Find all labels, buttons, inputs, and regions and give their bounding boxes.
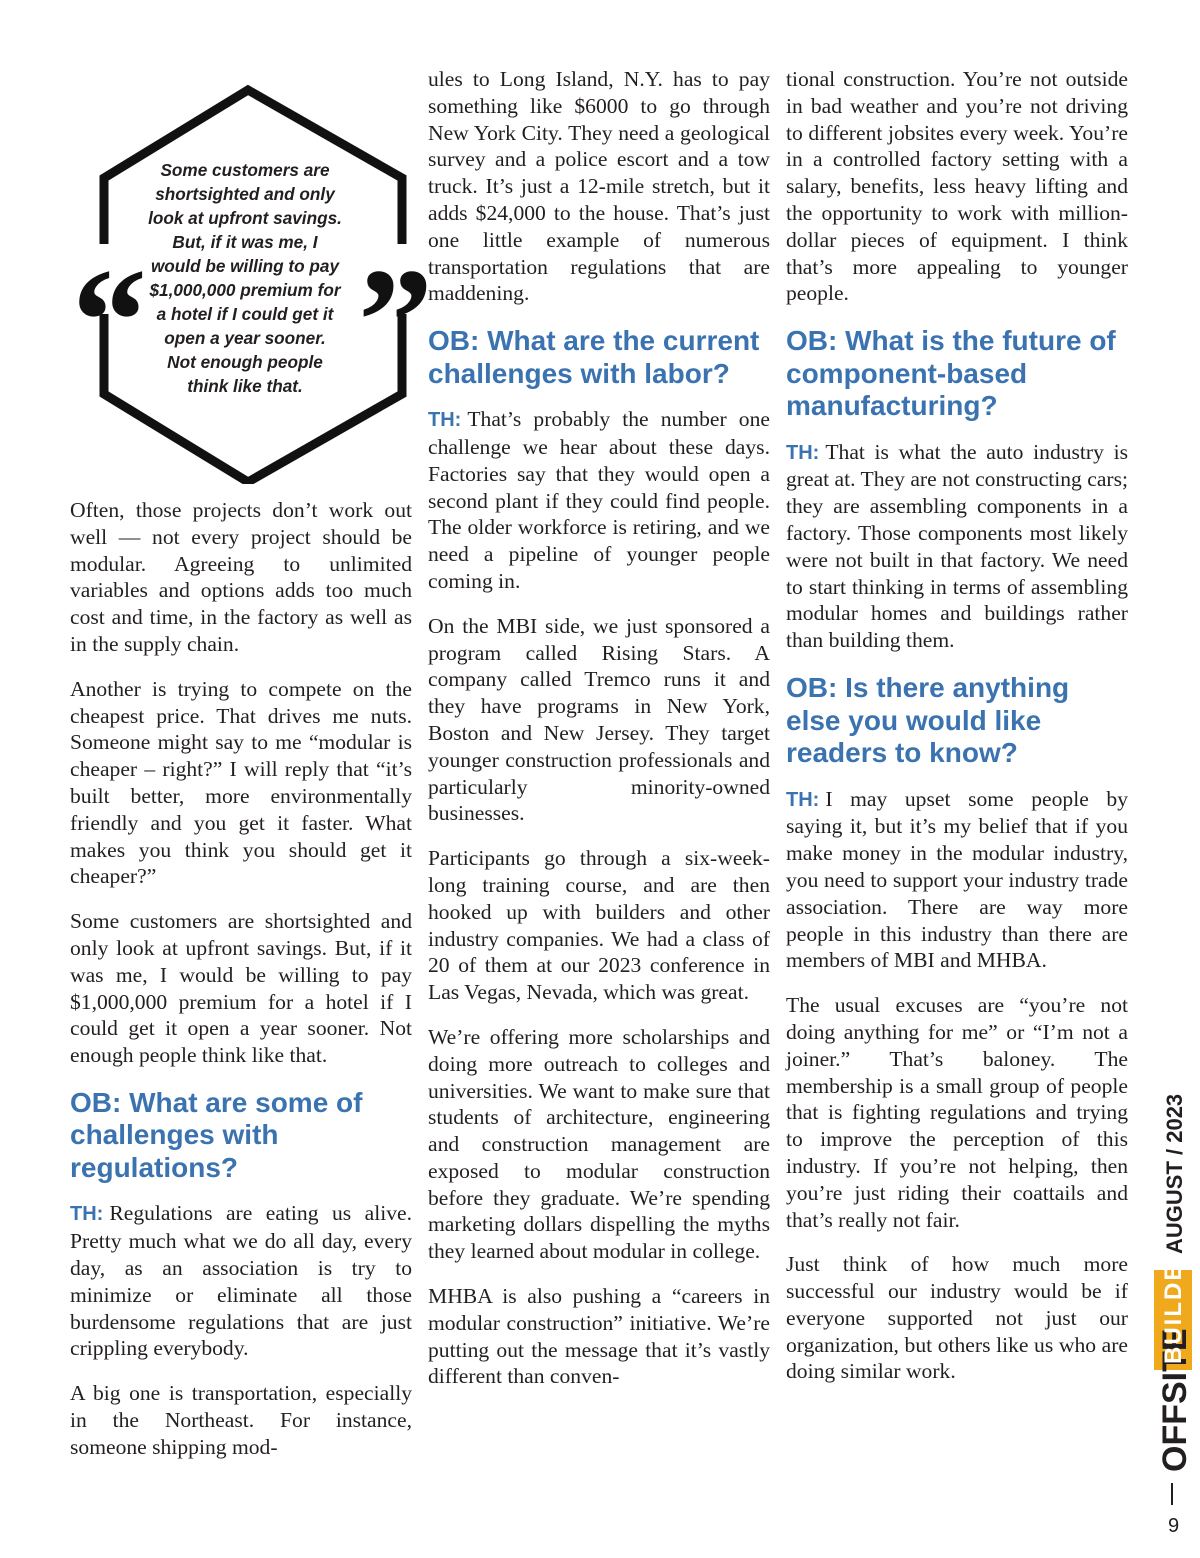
paragraph: Just think of how much more successful our industry would be if everyone supported not just our organization, but others like us who are doing similar work. — [786, 1252, 1128, 1384]
section-heading: OB: Is there anything else you would like readers to know? — [786, 672, 1070, 769]
column-2 — [428, 66, 770, 1408]
close-quote-icon: ” — [358, 238, 433, 404]
pull-quote-text: Some customers are shortsighted and only look at upfront savings. But, if it was me, I would be willing to pay $1,000,000 premium for a hotel if I could get it open a year sooner. Not enough people think like that. — [148, 160, 342, 396]
section-heading: OB: What is the future of component-based manufacturing? — [786, 325, 1116, 422]
open-quote-icon: “ — [72, 238, 147, 404]
paragraph — [786, 786, 1128, 975]
brand-builder: BUILDER — [1160, 1243, 1187, 1364]
paragraph — [786, 439, 1128, 654]
page-sidebar — [1150, 1060, 1200, 1558]
paragraph: tional construction. You’re not outside in bad weather and you’re not driving to different jobsites every week. You’re in a controlled factory setting with a salary, benefits, less heavy lifting and the opportunity to work with million-dollar pieces of equipment. I think that’s more appealing to younger people. — [786, 67, 1128, 306]
paragraph: A big one is transportation, especially in the Northeast. For instance, someone shipping mod- — [70, 1381, 412, 1459]
speaker-label: TH: — [786, 441, 820, 464]
page-number-rule — [1171, 1483, 1173, 1505]
speaker-label: TH: — [428, 409, 462, 432]
column-1 — [70, 497, 412, 1479]
paragraph-text: Regulations are eating us alive. Pretty much what we do all day, every day, as an association is try to minimize or eliminate all those burdensome regulations that are just crippling everybody. — [70, 1201, 412, 1361]
speaker-label: TH: — [70, 1203, 104, 1226]
paragraph — [428, 406, 770, 595]
brand-offsite: OFFSITE — [1156, 1328, 1194, 1472]
paragraph-text: That’s probably the number one challenge we hear about these days. Factories say that they would open a second plant if they could find people. The older workforce is retiring, and we need a pipeline of younger people coming in. — [428, 407, 770, 593]
paragraph: We’re offering more scholarships and doing more outreach to colleges and universities. We want to make sure that students of architecture, engineering and construction management are exposed to modular construction before they graduate. We’re spending marketing dollars dispelling the myths they learned about modular in college. — [428, 1024, 770, 1264]
paragraph: Some customers are shortsighted and only look at upfront savings. But, if it was me, I would be willing to pay $1,000,000 premium for a hotel if I could get it open a year sooner. Not enough people think like that. — [70, 909, 412, 1068]
issue-date: AUGUST / 2023 — [1162, 1093, 1187, 1254]
section-heading: OB: What are some of challenges with regulations? — [70, 1086, 363, 1183]
paragraph: MHBA is also pushing a “careers in modular construction” initiative. We’re putting out the message that it’s vastly different than conven- — [428, 1284, 770, 1389]
section-heading: OB: What are the current challenges with labor? — [428, 325, 760, 389]
page-number: 9 — [1168, 1515, 1180, 1537]
paragraph-text: That is what the auto industry is great at. They are not constructing cars; they are assembling components in a factory. Those components most likely were not built in that factory. We need to start thinking in terms of assembling modular homes and buildings rather than building them. — [786, 439, 1128, 653]
paragraph — [70, 1200, 412, 1362]
paragraph: Another is trying to compete on the cheapest price. That drives me nuts. Someone might say to me “modular is cheaper – right?” I will reply that “it’s built better, more environmentally friendly and you get it faster. What makes you think you should get it cheaper?” — [70, 676, 412, 889]
paragraph: ules to Long Island, N.Y. has to pay something like $6000 to go through New York City. They need a geological survey and a police escort and a tow truck. It’s just a 12-mile stretch, but it adds $24,000 to the house. That’s just one little example of numerous transportation regulations that are maddening. — [428, 67, 770, 306]
paragraph: The usual excuses are “you’re not doing anything for me” or “I’m not a joiner.” That’s baloney. The membership is a small group of people that is fighting regulations and trying to improve the perception of this industry. If you’re not helping, then you’re just riding their coattails and that’s really not fair. — [786, 993, 1128, 1232]
paragraph: On the MBI side, we just sponsored a program called Rising Stars. A company called Tremco runs it and they have programs in New York, Boston and New Jersey. They target younger construction professionals and particularly minority-owned businesses. — [428, 613, 770, 826]
speaker-label: TH: — [786, 788, 820, 811]
paragraph: Participants go through a six-week-long training course, and are then hooked up with builders and other industry companies. We had a class of 20 of them at our 2023 conference in Las Vegas, Nevada, which was great. — [428, 846, 770, 1005]
pull-quote — [70, 84, 433, 484]
brand-vertical — [1150, 1060, 1200, 1480]
paragraph-text: I may upset some people by saying it, but it’s my belief that if you make money in the modular industry, you need to support your industry trade association. There are way more people in this industry than there are members of MBI and MHBA. — [786, 786, 1128, 973]
column-3 — [786, 66, 1128, 1403]
paragraph: Often, those projects don’t work out well — not every project should be modular. Agreeing to unlimited variables and options adds too much cost and time, in the factory as well as in the supply chain. — [70, 498, 412, 656]
